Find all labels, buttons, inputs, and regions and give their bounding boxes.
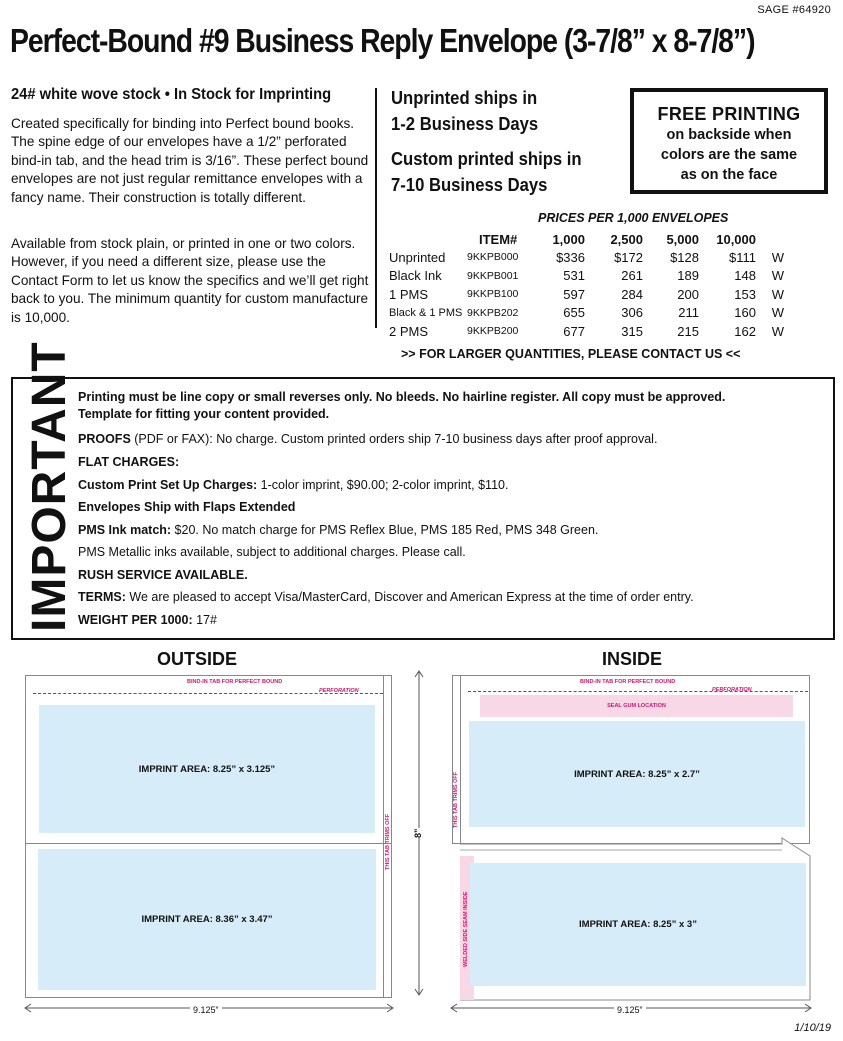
price-cell: 315 xyxy=(621,323,643,339)
important-heading: IMPORTANT xyxy=(23,341,76,632)
price-cell: 211 xyxy=(678,305,699,321)
height-label: 8” xyxy=(413,828,423,838)
price-cell: 160 xyxy=(734,305,756,321)
stock-subhead: 24# white wove stock • In Stock for Imprinting xyxy=(11,86,332,103)
price-cell: W xyxy=(771,323,784,339)
price-cell: 655 xyxy=(563,305,585,321)
imp-pms-text: $20. No match charge for PMS Reflex Blue, PMS 185 Red, PMS 348 Green. xyxy=(171,523,599,537)
price-cell: $172 xyxy=(614,249,643,265)
imp-terms-text: We are pleased to accept Visa/MasterCard, Discover and American Express at the time of order entry. xyxy=(125,590,694,604)
inside-tab-trims-label: THIS TAB TRIMS OFF xyxy=(453,771,459,828)
imp-flat-charges: FLAT CHARGES: xyxy=(78,455,180,469)
inside-imprint-bottom: IMPRINT AREA: 8.25” x 3” xyxy=(470,863,806,986)
price-cell: 284 xyxy=(621,286,643,302)
larger-quantities-note: >> FOR LARGER QUANTITIES, PLEASE CONTACT US << xyxy=(401,347,741,361)
price-cell: Unprinted xyxy=(389,249,446,265)
price-cell: 9KKPB001 xyxy=(467,269,519,282)
outside-imprint-top: IMPRINT AREA: 8.25” x 3.125” xyxy=(39,705,375,833)
price-cell: 597 xyxy=(563,286,585,302)
imp-copy-rules: Printing must be line copy or small reverses only. No bleeds. No hairline register. All copy must be approved. xyxy=(78,390,726,404)
imp-metallic: PMS Metallic inks available, subject to additional charges. Please call. xyxy=(78,545,466,559)
price-cell: $336 xyxy=(556,249,585,265)
price-header-row xyxy=(389,231,784,248)
outside-imprint-bottom: IMPRINT AREA: 8.36” x 3.47” xyxy=(38,849,376,990)
welded-seam-label: WELDED SIDE SEAM INSIDE xyxy=(463,891,469,967)
price-cell: $128 xyxy=(670,249,699,265)
description-paragraph-2: Available from stock plain, or printed in one or two colors. However, if you need a different size, please use the Contact Form to let us know the specifics and we’ll get right back to you. The minimum quantity for custom manufacture is 10,000. xyxy=(11,236,369,325)
imp-pms-label: PMS Ink match: xyxy=(78,523,172,537)
imp-weight-text: 17# xyxy=(192,613,217,627)
imp-weight xyxy=(78,613,217,627)
outside-perforation-label: PERFORATION xyxy=(319,688,359,694)
prices-title: PRICES PER 1,000 ENVELOPES xyxy=(538,211,729,225)
imp-weight-label: WEIGHT PER 1000: xyxy=(78,613,193,627)
price-header-cell: 5,000 xyxy=(666,232,699,247)
imp-template-note: Template for fitting your content provided. xyxy=(78,407,330,421)
sage-number: SAGE #64920 xyxy=(757,4,831,16)
price-row xyxy=(389,248,784,267)
outside-label: OUTSIDE xyxy=(157,649,238,669)
free-printing-line2: on backside when xyxy=(666,127,792,143)
seal-gum-label: SEAL GUM LOCATION xyxy=(607,703,666,709)
free-printing-box xyxy=(630,88,828,194)
imp-pms xyxy=(78,523,598,537)
ship-custom-line2: 7-10 Business Days xyxy=(391,174,548,195)
free-printing-line4: as on the face xyxy=(680,167,778,183)
price-cell: 1 PMS xyxy=(389,286,429,302)
price-cell: 9KKPB100 xyxy=(467,288,519,301)
inside-perforation-line xyxy=(468,691,808,692)
price-cell: 9KKPB000 xyxy=(467,251,519,264)
price-cell: 2 PMS xyxy=(389,323,429,339)
ship-unprinted-line1: Unprinted ships in xyxy=(391,87,538,108)
price-row xyxy=(389,285,784,304)
price-row xyxy=(389,322,784,341)
inside-perforation-label: PERFORATION xyxy=(712,687,752,693)
imp-setup xyxy=(78,478,508,492)
price-cell: Black & 1 PMS xyxy=(389,306,463,319)
price-header-cell: 1,000 xyxy=(552,232,585,247)
price-cell: 9KKPB202 xyxy=(467,306,519,319)
price-cell: 200 xyxy=(677,286,699,302)
ship-unprinted xyxy=(391,85,538,137)
revision-date: 1/10/19 xyxy=(794,1022,831,1034)
free-printing-line3: colors are the same xyxy=(660,147,798,163)
price-cell: W xyxy=(771,305,784,321)
imp-proofs-text: (PDF or FAX): No charge. Custom printed orders ship 7-10 business days after proof approval. xyxy=(130,432,658,446)
price-row xyxy=(389,267,784,286)
price-cell: 677 xyxy=(563,323,585,339)
imp-flaps: Envelopes Ship with Flaps Extended xyxy=(78,500,296,514)
price-header-cell: ITEM# xyxy=(479,232,518,247)
price-header-cell xyxy=(389,231,467,248)
imp-setup-label: Custom Print Set Up Charges: xyxy=(78,478,258,492)
seal-gum-area xyxy=(480,695,793,717)
price-row xyxy=(389,304,784,323)
description-paragraph-1: Created specifically for binding into Perfect bound books. The spine edge of our envelopes have a 1/2” perforated bind-in tab, and the head trim is 3/16”. These perfect bound envelopes are not just regular remittance envelopes with a fancy name. Their construction is totally different. xyxy=(11,116,369,205)
imp-terms xyxy=(78,590,694,604)
imp-setup-text: 1-color imprint, $90.00; 2-color imprint, $110. xyxy=(257,478,509,492)
price-cell: 215 xyxy=(677,323,699,339)
page-title: Perfect-Bound #9 Business Reply Envelope (3-7/8” x 8-7/8”) xyxy=(10,22,755,59)
outside-bind-tab-label: BIND-IN TAB FOR PERFECT BOUND xyxy=(187,679,283,685)
price-cell: 261 xyxy=(621,268,643,284)
inside-label: INSIDE xyxy=(602,649,663,669)
price-cell: Black Ink xyxy=(389,268,442,284)
imp-proofs xyxy=(78,432,657,446)
price-header-cell: 2,500 xyxy=(610,232,643,247)
column-divider xyxy=(375,88,377,328)
price-cell: W xyxy=(771,286,784,302)
price-cell: 306 xyxy=(621,305,643,321)
price-cell: W xyxy=(771,268,784,284)
ship-custom-line1: Custom printed ships in xyxy=(391,148,582,169)
imp-proofs-label: PROOFS xyxy=(78,432,131,446)
price-cell: 162 xyxy=(734,323,756,339)
price-cell: 189 xyxy=(677,268,699,284)
inside-width-label: 9.125” xyxy=(614,1005,646,1015)
imp-terms-label: TERMS: xyxy=(78,590,126,604)
price-table xyxy=(389,231,784,341)
ship-unprinted-line2: 1-2 Business Days xyxy=(391,113,539,134)
price-cell: 153 xyxy=(734,286,756,302)
imp-rush: RUSH SERVICE AVAILABLE. xyxy=(78,568,248,582)
inside-bind-tab-label: BIND-IN TAB FOR PERFECT BOUND xyxy=(580,679,676,685)
ship-custom xyxy=(391,146,582,198)
price-cell: 9KKPB200 xyxy=(467,325,519,338)
outside-width-label: 9.125” xyxy=(190,1005,222,1015)
price-header-cell xyxy=(756,231,784,248)
price-cell: 531 xyxy=(563,268,585,284)
price-cell: W xyxy=(771,249,784,265)
outside-tab-trims-label: THIS TAB TRIMS OFF xyxy=(385,813,391,870)
outside-tab-line xyxy=(383,675,384,998)
inside-imprint-top: IMPRINT AREA: 8.25” x 2.7” xyxy=(469,721,805,827)
free-printing-title: FREE PRINTING xyxy=(657,104,801,124)
price-header-cell: 10,000 xyxy=(716,232,756,247)
price-cell: $111 xyxy=(729,249,756,265)
price-cell: 148 xyxy=(734,268,756,284)
